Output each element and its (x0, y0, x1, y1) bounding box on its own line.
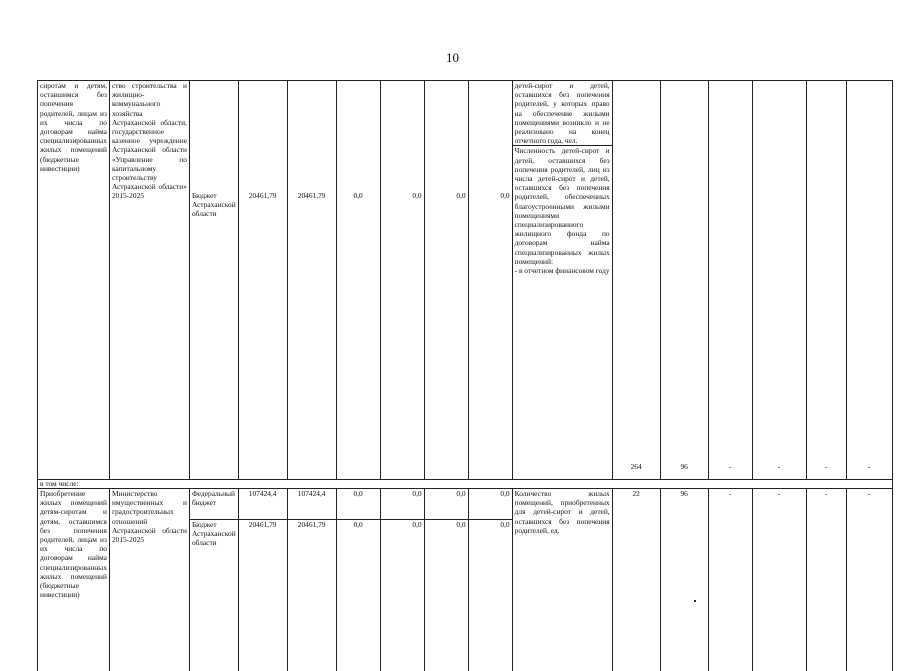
indicator-sub-text: - в отчетном финансовом году (515, 266, 610, 275)
section-label: в том числе: (38, 480, 893, 489)
page-number: 10 (0, 50, 905, 66)
value-cell: 0,0 (468, 81, 512, 480)
target-cell: - (846, 81, 892, 480)
target-cell: - (708, 489, 752, 671)
event-name-cell: сиротам и детям, оставшимся без попечения родителей, лицам из их числа по договорам найма специализированных жилых помещений (бюджетные инвестиции) (38, 81, 110, 480)
funding-source-cell (189, 489, 238, 671)
target-cell: - (752, 81, 806, 480)
value-cell: 0,0 (336, 81, 380, 480)
value-regional: 0,0 (469, 519, 512, 529)
target-cell: 22 (612, 489, 660, 671)
executor-cell: ство строительства и жилищно-коммунального хозяйства Астраханской области, государственное казенное учреждение Астраханской области «Управление по капитальному строительству Астраханской области» 2015-2025 (109, 81, 189, 480)
value-cell: 20461,79 (287, 81, 336, 480)
value-cell: 0,0 (380, 81, 424, 480)
target-cell: 96 (660, 489, 708, 671)
value-federal: 107424,4 (241, 489, 285, 519)
source-federal: Федеральный бюджет (192, 489, 236, 519)
funding-source-cell: Бюджет Астраханской области (189, 81, 238, 480)
target-cell: - (752, 489, 806, 671)
value-cell (336, 489, 380, 671)
value-regional: 20461,79 (239, 519, 287, 529)
indicator-main-text: Численность детей-сирот и детей, оставшихся без попечения родителей, лиц из числа детей-сирот и детей, оставшихся без попечения родителей, обеспеченных благоустроенными жилыми помещениями специализированного жилищного фонда по договорам найма специализированных жилых помещений: (513, 145, 612, 266)
program-table-wrapper (37, 80, 893, 671)
indicator-cell: Количество жилых помещений, приобретенных для детей-сирот и детей, оставшихся без попечения родителей, ед. (512, 489, 612, 671)
value-regional: 20461,79 (288, 519, 336, 529)
executor-cell: Министерство имущественных и градостроительных отношений Астраханской области 2015-2025 (109, 489, 189, 671)
indicator-cell (512, 81, 612, 480)
scan-dot-mark (694, 600, 696, 602)
value-cell: 20461,79 (238, 81, 287, 480)
value-federal: 0,0 (383, 489, 422, 519)
program-table (37, 80, 893, 671)
table-row (38, 489, 893, 671)
table-row (38, 480, 893, 489)
target-cell: - (708, 81, 752, 480)
value-regional: 0,0 (381, 519, 424, 529)
value-federal: 0,0 (471, 489, 510, 519)
indicator-top-text: детей-сирот и детей, оставшихся без попечения родителей, у которых право на обеспечение жилыми помещениями возникло и не реализовано на конец отчетного года, чел. (515, 81, 610, 145)
value-cell (380, 489, 424, 671)
value-regional: 0,0 (337, 519, 380, 529)
target-cell: 264 (612, 81, 660, 480)
value-cell: 0,0 (424, 81, 468, 480)
value-cell (238, 489, 287, 671)
event-name-cell: Приобретение жилых помещений детям-сиротам и детям, оставшимся без попечения родителей, лицам из их числа по договорам найма специализированных жилых помещений (бюджетные инвестиции) (38, 489, 110, 671)
target-cell: - (806, 489, 846, 671)
value-cell (424, 489, 468, 671)
value-federal: 0,0 (339, 489, 378, 519)
target-cell: - (806, 81, 846, 480)
target-cell: - (846, 489, 892, 671)
source-regional: Бюджет Астраханской области (190, 519, 238, 548)
table-row (38, 81, 893, 480)
value-cell (287, 489, 336, 671)
target-cell: 96 (660, 81, 708, 480)
value-federal: 0,0 (427, 489, 466, 519)
value-cell (468, 489, 512, 671)
value-regional: 0,0 (425, 519, 468, 529)
value-federal: 107424,4 (290, 489, 334, 519)
